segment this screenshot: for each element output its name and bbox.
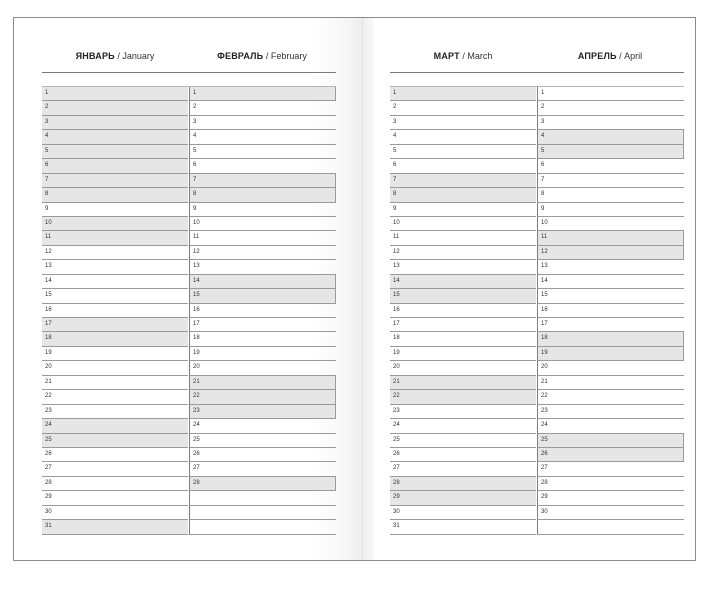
day-row: 30	[42, 506, 188, 520]
day-row: 7	[538, 174, 684, 188]
day-row: 2	[538, 101, 684, 115]
day-row: 16	[190, 304, 336, 318]
day-row: 24	[42, 419, 188, 433]
day-row: 7	[190, 174, 336, 188]
day-row: 27	[190, 462, 336, 476]
month-header-march	[390, 49, 536, 63]
planner-spread	[13, 17, 696, 561]
day-row	[190, 491, 336, 505]
day-row: 14	[390, 275, 536, 289]
day-row: 22	[42, 390, 188, 404]
day-row: 3	[42, 116, 188, 130]
day-row: 4	[390, 130, 536, 144]
day-row	[538, 520, 684, 534]
day-row: 9	[42, 203, 188, 217]
day-row: 26	[538, 448, 684, 462]
month-separator: /	[263, 51, 271, 61]
day-row: 25	[42, 434, 188, 448]
day-row: 29	[390, 491, 536, 505]
header-rule	[42, 72, 336, 73]
day-row: 2	[190, 101, 336, 115]
day-row: 10	[190, 217, 336, 231]
day-row: 2	[390, 101, 536, 115]
day-row: 10	[538, 217, 684, 231]
day-row: 21	[390, 376, 536, 390]
day-row: 20	[190, 361, 336, 375]
month-header-february	[189, 49, 335, 63]
month-name-en: January	[122, 51, 155, 61]
day-row: 26	[190, 448, 336, 462]
day-row: 14	[42, 275, 188, 289]
month-header-april	[537, 49, 683, 63]
day-row: 27	[390, 462, 536, 476]
day-row: 18	[190, 332, 336, 346]
day-row: 18	[390, 332, 536, 346]
month-headers	[390, 49, 684, 63]
book-fold	[362, 18, 363, 560]
day-row: 15	[538, 289, 684, 303]
day-row: 6	[42, 159, 188, 173]
day-row: 21	[538, 376, 684, 390]
day-row: 18	[42, 332, 188, 346]
day-row: 20	[42, 361, 188, 375]
day-row: 25	[190, 434, 336, 448]
day-row: 29	[538, 491, 684, 505]
month-separator: /	[616, 51, 625, 61]
day-row: 15	[390, 289, 536, 303]
day-row: 22	[190, 390, 336, 404]
day-row: 12	[42, 246, 188, 260]
days-column-april	[537, 87, 684, 535]
day-row: 17	[538, 318, 684, 332]
day-row: 21	[42, 376, 188, 390]
day-row: 14	[190, 275, 336, 289]
day-row	[190, 520, 336, 534]
right-page	[390, 18, 684, 560]
day-row: 15	[190, 289, 336, 303]
month-name-en: April	[624, 51, 643, 61]
day-row: 1	[538, 87, 684, 101]
day-row: 19	[390, 347, 536, 361]
day-row: 5	[42, 145, 188, 159]
day-row: 1	[390, 87, 536, 101]
day-row: 12	[538, 246, 684, 260]
day-row: 4	[538, 130, 684, 144]
day-row: 28	[42, 477, 188, 491]
day-row: 9	[190, 203, 336, 217]
day-row: 25	[538, 434, 684, 448]
day-row: 23	[390, 405, 536, 419]
day-row: 29	[42, 491, 188, 505]
days-column-january	[42, 87, 188, 535]
month-name-ru: ЯНВАРЬ	[75, 51, 115, 61]
day-row: 24	[538, 419, 684, 433]
day-row: 8	[190, 188, 336, 202]
day-row: 26	[390, 448, 536, 462]
day-row: 10	[390, 217, 536, 231]
day-row: 21	[190, 376, 336, 390]
month-name-en: March	[467, 51, 493, 61]
day-row: 8	[538, 188, 684, 202]
day-row: 11	[42, 231, 188, 245]
day-row: 4	[42, 130, 188, 144]
day-row: 31	[42, 520, 188, 534]
day-row: 16	[390, 304, 536, 318]
day-row: 13	[190, 260, 336, 274]
month-name-en: February	[270, 51, 307, 61]
month-name-ru: АПРЕЛЬ	[577, 51, 617, 61]
day-row: 30	[390, 506, 536, 520]
day-row: 13	[538, 260, 684, 274]
day-row: 23	[538, 405, 684, 419]
day-row: 17	[190, 318, 336, 332]
day-row: 19	[190, 347, 336, 361]
day-row: 16	[538, 304, 684, 318]
day-row: 2	[42, 101, 188, 115]
day-row: 6	[390, 159, 536, 173]
day-row: 28	[538, 477, 684, 491]
day-row: 11	[538, 231, 684, 245]
day-row: 16	[42, 304, 188, 318]
day-row: 11	[190, 231, 336, 245]
day-row: 7	[42, 174, 188, 188]
day-row: 19	[42, 347, 188, 361]
day-row: 5	[538, 145, 684, 159]
day-row: 6	[190, 159, 336, 173]
day-row: 1	[42, 87, 188, 101]
month-name-ru: ФЕВРАЛЬ	[217, 51, 264, 61]
day-row: 9	[538, 203, 684, 217]
day-row: 19	[538, 347, 684, 361]
day-row: 12	[390, 246, 536, 260]
day-row: 12	[190, 246, 336, 260]
days-column-march	[390, 87, 536, 535]
day-row: 27	[42, 462, 188, 476]
day-row: 26	[42, 448, 188, 462]
day-row: 13	[390, 260, 536, 274]
day-row: 20	[390, 361, 536, 375]
day-row: 22	[390, 390, 536, 404]
day-row: 28	[190, 477, 336, 491]
day-row: 8	[42, 188, 188, 202]
day-row: 31	[390, 520, 536, 534]
month-separator: /	[459, 51, 468, 61]
day-row: 30	[538, 506, 684, 520]
month-header-january	[42, 49, 188, 63]
day-row: 17	[390, 318, 536, 332]
day-row: 14	[538, 275, 684, 289]
day-row: 6	[538, 159, 684, 173]
day-row: 8	[390, 188, 536, 202]
day-row: 11	[390, 231, 536, 245]
day-row: 7	[390, 174, 536, 188]
day-row: 5	[190, 145, 336, 159]
day-row: 3	[390, 116, 536, 130]
day-row: 3	[538, 116, 684, 130]
day-row: 3	[190, 116, 336, 130]
day-row: 5	[390, 145, 536, 159]
day-row: 22	[538, 390, 684, 404]
day-row: 23	[190, 405, 336, 419]
header-rule	[390, 72, 684, 73]
day-row: 1	[190, 87, 336, 101]
left-page	[42, 18, 336, 560]
day-row: 9	[390, 203, 536, 217]
day-row: 27	[538, 462, 684, 476]
month-name-ru: МАРТ	[433, 51, 460, 61]
month-headers	[42, 49, 336, 63]
day-row: 15	[42, 289, 188, 303]
day-row	[190, 506, 336, 520]
day-row: 23	[42, 405, 188, 419]
day-row: 4	[190, 130, 336, 144]
day-row: 10	[42, 217, 188, 231]
days-column-february	[189, 87, 336, 535]
day-row: 18	[538, 332, 684, 346]
day-row: 25	[390, 434, 536, 448]
day-row: 24	[390, 419, 536, 433]
day-row: 17	[42, 318, 188, 332]
month-separator: /	[114, 51, 123, 61]
day-row: 24	[190, 419, 336, 433]
day-row: 13	[42, 260, 188, 274]
day-row: 20	[538, 361, 684, 375]
day-row: 28	[390, 477, 536, 491]
